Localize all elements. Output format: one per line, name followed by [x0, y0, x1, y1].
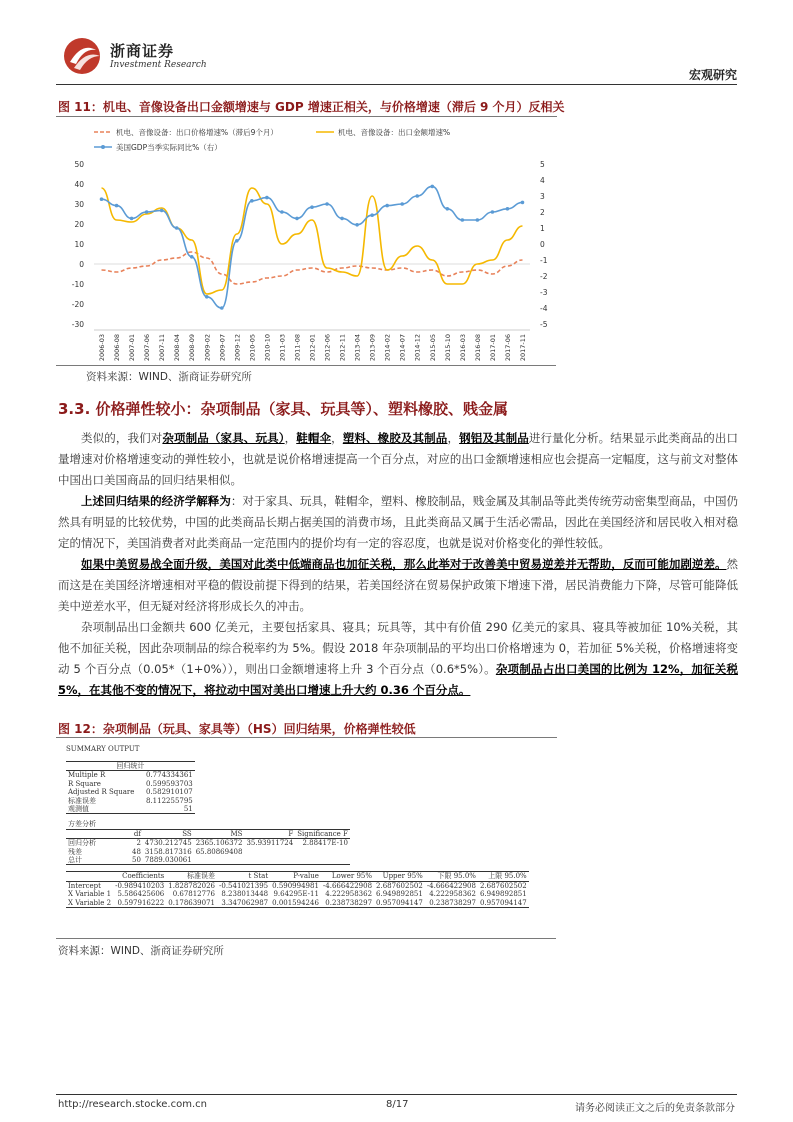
x-tick-label: 2009-02 — [203, 334, 212, 362]
left-tick-label: -30 — [71, 320, 84, 329]
table-cell: 0.67812776 — [172, 890, 215, 899]
table-cell: 总计 — [66, 856, 130, 865]
left-tick-label: 30 — [74, 200, 84, 209]
table-cell: 0.238738297 — [321, 899, 374, 908]
table-cell: 0.774334361 — [146, 771, 193, 780]
table-cell: Multiple R — [68, 771, 106, 780]
table-cell: 残差 — [68, 847, 82, 856]
table-row — [66, 788, 195, 796]
table-cell: Significance F — [297, 829, 348, 838]
table-cell: 2.88417E-10 — [302, 839, 348, 848]
table-cell: df — [130, 829, 143, 838]
x-tick-label: 2008-09 — [188, 334, 197, 362]
x-tick-label: 2009-12 — [233, 334, 242, 362]
series-line-2 — [102, 188, 523, 294]
table-cell: MS — [194, 829, 245, 838]
table-cell: 3.347062987 — [217, 899, 270, 908]
x-tick-label: 2008-04 — [173, 334, 182, 362]
legend-label-3: 美国GDP当季实际同比%（右） — [116, 143, 222, 152]
table-cell: 2.687602502 — [376, 881, 423, 890]
body-text — [58, 428, 738, 701]
footer-disclaimer: 请务必阅读正文之后的免责条款部分 — [575, 1103, 735, 1114]
right-tick-label: 0 — [540, 240, 545, 249]
series-point — [446, 207, 450, 211]
regression-output-table — [66, 743, 546, 908]
x-tick-label: 2015-05 — [428, 334, 437, 362]
table-cell — [244, 856, 295, 865]
table-cell: 0.582910107 — [146, 788, 193, 797]
section-title: 3.3. 价格弹性较小：杂项制品（家具、玩具等）、塑料橡胶、贱金属 — [58, 400, 508, 418]
table-cell: 0.178639071 — [168, 898, 215, 907]
table-cell: 6.949892851 — [479, 890, 527, 899]
right-tick-label: 1 — [540, 224, 545, 233]
series-point — [385, 204, 389, 208]
table-cell: 4.222958362 — [429, 890, 476, 899]
table-cell — [66, 829, 130, 838]
table-cell — [194, 856, 245, 865]
series-point — [115, 204, 119, 208]
footer-url[interactable]: http://research.stocke.com.cn — [58, 1099, 207, 1110]
right-tick-label: 2 — [540, 208, 545, 217]
x-tick-label: 2011-08 — [293, 334, 302, 362]
footer-divider — [56, 1094, 737, 1095]
regression-stats-table — [66, 761, 195, 814]
left-tick-label: 40 — [74, 180, 84, 189]
table-cell: 2.687602502 — [479, 881, 527, 890]
x-tick-label: 2007-06 — [143, 334, 152, 362]
coefficients-table — [66, 871, 529, 908]
right-tick-label: 4 — [540, 176, 545, 185]
table-cell: -4.666422908 — [322, 881, 373, 890]
table-cell: -0.541021395 — [219, 881, 269, 890]
table-row — [66, 881, 529, 890]
table-cell — [295, 856, 350, 865]
table-cell: X Variable 1 — [68, 890, 112, 899]
table-cell: Intercept — [68, 881, 101, 890]
x-tick-label: 2010-05 — [248, 334, 257, 362]
table-row — [66, 820, 350, 829]
series-point — [205, 295, 209, 299]
table-cell — [295, 848, 350, 856]
series-point — [400, 202, 404, 206]
summary-output-label: SUMMARY OUTPUT — [66, 745, 140, 753]
table-row — [66, 797, 195, 805]
zheshang-logo-icon — [62, 36, 106, 76]
table-cell — [244, 848, 295, 856]
x-tick-label: 2006-03 — [98, 334, 107, 362]
export-growth-chart — [56, 120, 556, 365]
table-cell: 回归统计 — [66, 762, 195, 771]
table-cell: 回归分析 — [68, 839, 96, 848]
table-cell: SS — [143, 829, 194, 838]
right-tick-label: -3 — [540, 288, 548, 297]
x-tick-label: 2006-08 — [113, 334, 122, 362]
series-point — [476, 218, 480, 222]
paragraph-3: 如果中美贸易战全面升级，美国对此类中低端商品也加征关税，那么此举对于改善美中贸易逆差并无帮助，反而可能加剧逆差。然而这是在美国经济增速相对平稳的假设前提下得到的结果，若美国经济在贸易保护政策下增速下滑，居民消费能力下降，尽管可能降低美中逆差水平，但无疑对经济将形成长久的冲击。 — [58, 557, 738, 613]
table-cell: 9.64295E-11 — [273, 890, 319, 899]
right-tick-label: 3 — [540, 192, 545, 201]
table-row — [66, 872, 529, 881]
table-row — [66, 780, 195, 788]
x-tick-label: 2010-10 — [263, 334, 272, 362]
x-tick-label: 2009-07 — [218, 334, 227, 362]
table-cell: 65.80869408 — [195, 847, 243, 856]
series-point — [160, 209, 164, 213]
figure-12-source: 资料来源：WIND、浙商证券研究所 — [58, 945, 224, 957]
brand-name-en: Investment Research — [110, 60, 207, 70]
table-cell: 8.238013448 — [221, 890, 269, 899]
left-tick-label: 10 — [74, 240, 84, 249]
right-axis-ticks — [540, 160, 548, 329]
series-point — [521, 201, 525, 205]
x-tick-label: 2015-10 — [443, 334, 452, 362]
left-tick-label: -10 — [71, 280, 84, 289]
header-divider — [56, 84, 737, 85]
paragraph-4: 杂项制品出口金额共 600 亿美元，主要包括家具、寝具；玩具等，其中有价值 290 亿美元的家具、寝具等被加征 10%关税，其他不加征关税，因此杂项制品的综合税率约为 5%。假设 2018 年杂项制品的平均出口价格增速为 0，若加征 5%关税，价格增速将变动 5 个百分点（0.05*（1+0%）），则出口金额增速将上升 3 个百分点（0.6*5%）。杂项制品占出口美国的比例为 12%，加征关税 5%，在其他不变的情况下，将拉动中国对美出口增速上升大约 0.36 个百分点。 — [58, 620, 739, 697]
table-cell: 方差分析 — [68, 820, 96, 829]
table-cell: 50 — [132, 856, 141, 865]
table-cell: 51 — [144, 805, 195, 814]
series-line-1 — [102, 252, 523, 284]
left-tick-label: 20 — [74, 220, 84, 229]
left-tick-label: 50 — [74, 160, 84, 169]
table-cell: 0.957094147 — [479, 898, 527, 907]
table-cell: 0.597916222 — [113, 899, 166, 908]
table-cell: 48 — [132, 847, 141, 856]
series-point — [310, 205, 314, 209]
figure-12-title: 图 12：杂项制品（玩具、家具等）（HS）回归结果，价格弹性较低 — [58, 722, 416, 736]
right-tick-label: -2 — [540, 272, 548, 281]
figure-11-divider — [56, 116, 557, 117]
figure-12-bottom-rule — [56, 938, 556, 939]
table-cell: F — [244, 829, 295, 838]
series-point — [295, 217, 299, 221]
series-point — [175, 226, 179, 230]
table-cell: 上限 95.0% — [478, 872, 529, 881]
table-cell: -0.989410203 — [115, 881, 165, 890]
right-tick-label: -5 — [540, 320, 548, 329]
table-row — [66, 839, 350, 848]
x-tick-label: 2017-06 — [503, 334, 512, 362]
table-cell: 2365.106372 — [195, 839, 243, 848]
table-cell: 4730.212745 — [144, 839, 192, 848]
series-point — [325, 202, 329, 206]
table-cell: Lower 95% — [321, 872, 374, 881]
table-cell: P-value — [270, 872, 321, 881]
x-tick-label: 2017-01 — [488, 334, 497, 362]
table-row — [66, 829, 350, 838]
paragraph-1: 类似的，我们对杂项制品（家具、玩具），鞋帽伞，塑料、橡胶及其制品，钢铝及其制品进行量化分析。结果显示此类商品的出口量增速对价格增速变动的弹性较小，也就是说价格增速提高一个百分点，对应的出口金额增速相应也会提高一定幅度，这与前文对整体中国出口美国商品的回归结果相似。 — [58, 431, 739, 487]
table-row — [66, 899, 529, 908]
series-point — [265, 196, 269, 200]
table-cell: 3158.817316 — [144, 847, 192, 856]
x-tick-label: 2014-12 — [413, 334, 422, 362]
legend-marker-3 — [101, 145, 105, 149]
table-cell: 0.599593703 — [146, 779, 193, 788]
table-cell: 0.001594246 — [272, 898, 319, 907]
x-tick-label: 2012-11 — [338, 334, 347, 362]
table-row — [66, 848, 350, 856]
series-point — [415, 194, 419, 198]
table-row — [66, 762, 195, 771]
series-point — [355, 223, 359, 227]
series-line-3 — [102, 186, 523, 308]
chart-legend — [94, 127, 450, 152]
series-point — [220, 306, 224, 310]
legend-label-1: 机电、音像设备：出口价格增速%（滞后9个月） — [116, 128, 278, 137]
anova-table — [66, 820, 350, 865]
table-cell: Upper 95% — [374, 872, 425, 881]
series-point — [235, 239, 239, 243]
table-cell: -4.666422908 — [426, 881, 476, 890]
figure-11-title: 图 11：机电、音像设备出口金额增速与 GDP 增速正相关，与价格增速（滞后 9 个月）反相关 — [58, 100, 565, 114]
brand-name-cn: 浙商证券 — [110, 42, 175, 60]
table-cell: 35.93911724 — [246, 839, 294, 848]
x-tick-label: 2007-11 — [158, 334, 167, 362]
x-tick-label: 2013-04 — [353, 334, 362, 362]
left-tick-label: -20 — [71, 300, 84, 309]
table-cell: 4.222958362 — [325, 890, 373, 899]
right-tick-label: -1 — [540, 256, 548, 265]
series-point — [130, 217, 134, 221]
x-axis-ticks — [94, 330, 530, 361]
table-cell: 标准误差 — [68, 796, 96, 805]
table-row — [66, 890, 529, 898]
series-point — [461, 218, 465, 222]
figure-12-divider — [56, 737, 557, 738]
series-point — [491, 210, 495, 214]
table-cell: t Stat — [217, 872, 270, 881]
table-cell: X Variable 2 — [68, 898, 112, 907]
x-tick-label: 2016-03 — [458, 334, 467, 362]
table-cell: 2 — [136, 839, 141, 848]
page-number: 8/17 — [386, 1099, 409, 1110]
table-cell: 1.828782026 — [168, 881, 215, 890]
series-point — [370, 213, 374, 217]
table-row — [66, 856, 350, 865]
x-tick-label: 2007-01 — [128, 334, 137, 362]
table-row — [66, 771, 195, 780]
left-tick-label: 0 — [79, 260, 84, 269]
x-tick-label: 2014-02 — [383, 334, 392, 362]
table-cell: 5.586425606 — [117, 890, 165, 899]
x-tick-label: 2012-06 — [323, 334, 332, 362]
right-tick-label: 5 — [540, 160, 545, 169]
table-cell: 观测值 — [66, 805, 144, 814]
figure-11-source: 资料来源：WIND、浙商证券研究所 — [86, 371, 252, 383]
series-point — [506, 207, 510, 211]
table-cell — [66, 872, 113, 881]
x-tick-label: 2013-09 — [368, 334, 377, 362]
series-point — [190, 255, 194, 259]
table-cell: Adjusted R Square — [68, 788, 135, 797]
table-cell: 0.957094147 — [376, 898, 423, 907]
series-point — [100, 197, 104, 201]
legend-label-2: 机电、音像设备：出口金额增速% — [338, 128, 451, 137]
table-cell: 0.590994981 — [272, 881, 319, 890]
series-point — [250, 199, 254, 203]
table-cell: 6.949892851 — [376, 890, 423, 899]
series-point — [340, 217, 344, 221]
table-cell: 下限 95.0% — [425, 872, 478, 881]
series-point — [430, 185, 434, 189]
series-point — [145, 210, 149, 214]
left-axis-ticks — [72, 160, 84, 329]
table-cell: R Square — [68, 779, 101, 788]
table-cell: Coefficients — [113, 872, 166, 881]
table-row — [66, 805, 195, 814]
paragraph-2: 上述回归结果的经济学解释为：对于家具、玩具，鞋帽伞，塑料、橡胶制品，贱金属及其制品等此类传统劳动密集型商品，中国仍然具有明显的比较优势，中国的此类商品长期占据美国的消费市场，且此类商品又属于生活必需品，因此在美国经济和居民收入相对稳定的情况下，美国消费者对此类商品一定范围内的提价均有一定的容忍度，也就是说对价格变化的弹性较低。 — [58, 494, 739, 550]
x-tick-label: 2014-07 — [398, 334, 407, 362]
x-tick-label: 2011-03 — [278, 334, 287, 362]
x-tick-label: 2017-11 — [518, 334, 527, 362]
table-cell: 7889.030061 — [144, 856, 192, 865]
report-category: 宏观研究 — [688, 68, 737, 82]
figure-11-bottom-rule — [56, 365, 556, 366]
x-tick-label: 2016-08 — [473, 334, 482, 362]
table-cell: 标准误差 — [166, 872, 217, 881]
table-cell: 0.238738297 — [425, 899, 478, 908]
series-point — [280, 210, 284, 214]
table-cell: 8.112255795 — [146, 796, 193, 805]
right-tick-label: -4 — [540, 304, 548, 313]
x-tick-label: 2012-01 — [308, 334, 317, 362]
